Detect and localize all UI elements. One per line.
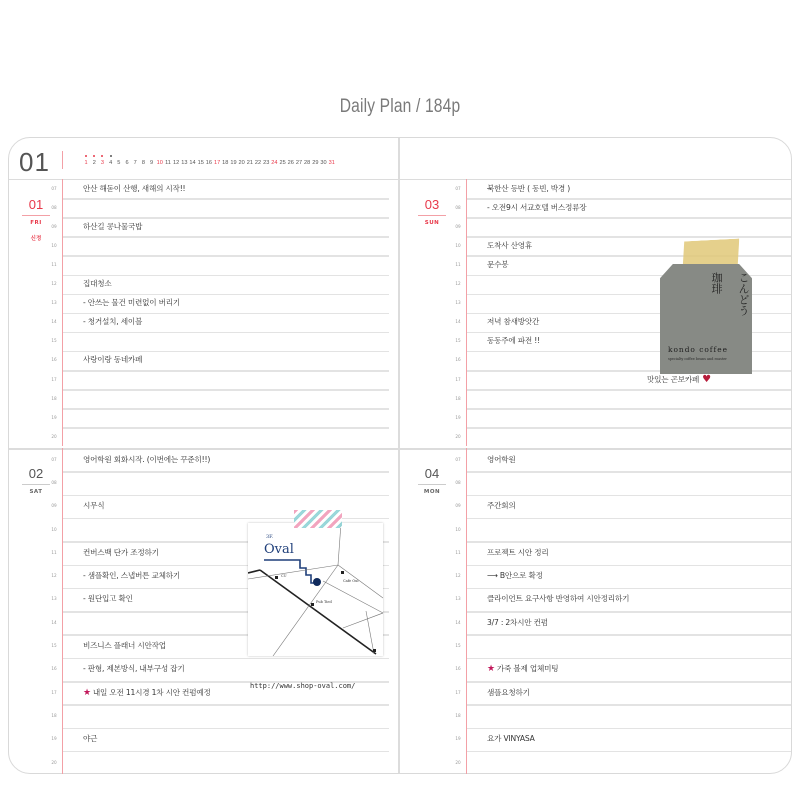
hour-row-line	[467, 236, 791, 238]
hour-row-line	[467, 389, 791, 391]
hour-label-20: 20	[455, 759, 461, 765]
map-illustration	[248, 523, 383, 656]
svg-text:CU: CU	[281, 574, 287, 578]
hour-label-12: 12	[455, 281, 461, 287]
hour-label-17: 17	[455, 376, 461, 382]
month-day-21[interactable]: 21	[246, 160, 253, 166]
hour-label-10: 10	[455, 242, 461, 248]
svg-text:Oval: Oval	[264, 542, 294, 557]
planner-entry-12[interactable]	[487, 570, 543, 581]
hour-row-line	[467, 704, 791, 706]
month-day-2[interactable]: 2	[90, 160, 98, 166]
hour-row-line	[63, 751, 389, 753]
month-day-6[interactable]: 6	[125, 160, 129, 166]
entry-text: 안산 해돋이 산행, 새해의 시작!!	[83, 183, 186, 193]
hour-row-line	[467, 588, 791, 590]
month-day-31[interactable]: 31	[328, 160, 335, 166]
planner-entry-12[interactable]	[83, 278, 112, 289]
hour-label-19: 19	[455, 736, 461, 742]
hour-row-line	[63, 370, 389, 372]
planner-entry-17[interactable]	[647, 374, 711, 385]
entry-text: - 샘플확인, 스냅버튼 교체하기	[83, 571, 181, 581]
planner-entry-19[interactable]	[487, 733, 535, 744]
hour-row-line	[467, 634, 791, 636]
hour-row-line	[467, 495, 791, 497]
planner-entry-14[interactable]	[487, 316, 539, 327]
planner-entry-07[interactable]	[487, 183, 570, 194]
month-day-3[interactable]: 3	[98, 160, 106, 166]
hour-row-line	[467, 541, 791, 543]
month-day-28[interactable]: 28	[304, 160, 311, 166]
entry-text: - 안쓰는 물건 미련없이 버리기	[83, 298, 181, 308]
entry-text: 비즈니스 플래너 시안작업	[83, 641, 166, 651]
hour-label-11: 11	[455, 549, 461, 555]
hour-label-16: 16	[455, 357, 461, 363]
star-icon: ★	[487, 664, 495, 675]
hour-label-13: 13	[51, 300, 57, 306]
hour-row-line	[467, 658, 791, 660]
planner-entry-14[interactable]	[487, 617, 548, 628]
hour-label-14: 14	[51, 319, 57, 325]
month-day-11[interactable]: 11	[165, 160, 171, 166]
month-day-9[interactable]: 9	[150, 160, 154, 166]
month-day-18[interactable]: 18	[222, 160, 229, 166]
hour-row-line	[63, 313, 389, 315]
planner-entry-07[interactable]	[83, 454, 210, 465]
planner-entry-09[interactable]	[83, 500, 104, 511]
hour-row-line	[63, 471, 389, 473]
hour-label-18: 18	[51, 712, 57, 718]
month-day-19[interactable]: 19	[230, 160, 237, 166]
hour-row-line	[467, 565, 791, 567]
hour-label-18: 18	[51, 395, 57, 401]
month-day-13[interactable]: 13	[181, 160, 188, 166]
entry-text: 내일 오전 11시경 1차 시안 컨펌예정	[92, 687, 211, 697]
hour-label-07: 07	[51, 456, 57, 462]
entry-text: 문수봉	[487, 259, 509, 269]
hour-label-12: 12	[51, 573, 57, 579]
planner-entry-16[interactable]	[83, 663, 184, 674]
holiday-note: 신정	[30, 236, 42, 242]
hour-label-15: 15	[455, 643, 461, 649]
month-day-strip	[82, 160, 336, 166]
hour-row-line	[63, 294, 389, 296]
hour-row-line	[467, 255, 791, 257]
month-day-30[interactable]: 30	[320, 160, 327, 166]
day-of-week: MON	[423, 489, 441, 495]
entry-text: 가죽 볼제 업체미팅	[496, 664, 559, 674]
planner-entry-09[interactable]	[487, 500, 516, 511]
hour-label-13: 13	[455, 300, 461, 306]
entry-text: 컨버스백 단가 조정하기	[83, 547, 159, 557]
entry-text: 사랑이랑 동네카페	[83, 355, 143, 365]
hour-label-13: 13	[455, 596, 461, 602]
planner-entry-09[interactable]	[83, 221, 142, 232]
entry-text: 요가 VINYASA	[487, 734, 535, 744]
hour-label-14: 14	[455, 319, 461, 325]
hour-label-08: 08	[455, 479, 461, 485]
hour-label-14: 14	[51, 619, 57, 625]
map-sticker	[248, 523, 383, 656]
hour-label-19: 19	[455, 414, 461, 420]
month-day-10[interactable]: 10	[156, 160, 163, 166]
hour-label-07: 07	[455, 456, 461, 462]
month-day-12[interactable]: 12	[173, 160, 180, 166]
svg-text:Cafe Oui: Cafe Oui	[343, 579, 359, 583]
month-day-17[interactable]: 17	[213, 160, 221, 166]
entry-text: - 오전9시 서교호텔 버스정류장	[487, 202, 587, 212]
month-divider-tick	[62, 151, 63, 169]
entry-text: 시무식	[83, 501, 105, 511]
entry-text: 샘플요청하기	[487, 687, 530, 697]
date-number: 04	[418, 466, 446, 485]
planner-entry-07[interactable]	[487, 454, 516, 465]
hour-label-07: 07	[51, 185, 57, 191]
month-day-1[interactable]: 1	[82, 160, 90, 166]
hour-row-line	[467, 217, 791, 219]
hour-label-20: 20	[51, 759, 57, 765]
planner-entry-13[interactable]	[83, 593, 133, 604]
planner-entry-15[interactable]	[83, 640, 166, 651]
month-number: 01	[19, 147, 50, 177]
planner-entry-17[interactable]	[487, 687, 530, 698]
entry-text: 동동주에 파전 !!	[487, 336, 540, 346]
date-number: 03	[418, 197, 446, 216]
hour-label-10: 10	[51, 526, 57, 532]
coffee-sticker-brand: kondo coffee	[668, 345, 729, 354]
month-day-20[interactable]: 20	[238, 160, 245, 166]
hour-label-11: 11	[51, 549, 57, 555]
hour-row-line	[467, 518, 791, 520]
coffee-sticker-kana: こんどう	[737, 272, 750, 316]
planner-entry-13[interactable]	[83, 297, 180, 308]
hour-label-17: 17	[51, 376, 57, 382]
hour-label-16: 16	[51, 357, 57, 363]
hour-label-16: 16	[455, 666, 461, 672]
hour-row-line	[467, 751, 791, 753]
entry-text: 영어학원 회화시작. (이번에는 꾸준히!!)	[83, 454, 211, 464]
hour-row-line	[467, 471, 791, 473]
planner-entry-14[interactable]	[83, 316, 142, 327]
hour-row-line	[467, 681, 791, 683]
entry-text: 집대청소	[83, 279, 112, 289]
planner-entry-11[interactable]	[487, 259, 508, 270]
day-of-week: SUN	[424, 220, 440, 226]
entry-text: 클라이언트 요구사항 반영하여 시안정리하기	[487, 594, 630, 604]
planner-entry-11[interactable]	[83, 547, 159, 558]
entry-text: ⟶ B안으로 확정	[487, 571, 543, 581]
planner-entry-16[interactable]	[487, 663, 558, 674]
hour-label-12: 12	[51, 281, 57, 287]
hour-label-19: 19	[51, 414, 57, 420]
star-icon: ★	[83, 687, 91, 698]
day-of-week: FRI	[30, 220, 42, 226]
entry-text: - 청거설치, 세이블	[83, 317, 143, 327]
month-day-29[interactable]: 29	[312, 160, 319, 166]
hour-row-line	[63, 217, 389, 219]
hour-label-17: 17	[455, 689, 461, 695]
hour-label-14: 14	[455, 619, 461, 625]
day-section-divider	[9, 448, 791, 450]
entry-text: 저녁 참새방앗간	[487, 317, 540, 327]
month-day-15[interactable]: 15	[197, 160, 204, 166]
entry-text: 영어학원	[487, 454, 516, 464]
hour-row-line	[467, 198, 791, 200]
hour-label-12: 12	[455, 573, 461, 579]
month-day-25[interactable]: 25	[279, 160, 286, 166]
hour-row-line	[63, 427, 389, 429]
date-number: 02	[22, 466, 50, 485]
month-day-8[interactable]: 8	[141, 160, 145, 166]
planner-entry-15[interactable]	[487, 335, 540, 346]
striped-masking-tape	[294, 510, 342, 528]
entry-text: - 원단입고 확인	[83, 594, 133, 604]
hour-label-15: 15	[455, 338, 461, 344]
planner-entry-07[interactable]	[83, 183, 185, 194]
hour-label-09: 09	[51, 503, 57, 509]
entry-text: 프로젝트 시안 정리	[487, 547, 549, 557]
hour-label-09: 09	[51, 223, 57, 229]
hour-label-11: 11	[51, 261, 57, 267]
hour-label-07: 07	[455, 185, 461, 191]
planner-entry-11[interactable]	[487, 547, 549, 558]
month-day-16[interactable]: 16	[205, 160, 213, 166]
entry-text: 3/7 : 2차시안 컨펌	[487, 617, 548, 627]
entry-text: 야근	[83, 734, 98, 744]
entry-text: 주간회의	[487, 501, 516, 511]
hour-row-line	[63, 332, 389, 334]
hour-label-19: 19	[51, 736, 57, 742]
page-title: Daily Plan / 184p	[339, 96, 461, 117]
heart-icon: ♥	[702, 373, 711, 385]
hour-label-10: 10	[455, 526, 461, 532]
month-day-26[interactable]: 26	[287, 160, 294, 166]
entry-text: 도착사 산영휴	[487, 240, 533, 250]
date-block-03	[412, 197, 452, 226]
planner-entry-12[interactable]	[83, 570, 180, 581]
svg-text:Pub Tied: Pub Tied	[316, 600, 332, 604]
date-block-04	[412, 466, 452, 495]
hour-label-15: 15	[51, 338, 57, 344]
hour-label-18: 18	[455, 712, 461, 718]
month-day-22[interactable]: 22	[254, 160, 262, 166]
date-number: 01	[22, 197, 50, 216]
planner-entry-17[interactable]	[83, 687, 211, 698]
hour-label-13: 13	[51, 596, 57, 602]
planner-entry-08[interactable]	[487, 202, 586, 213]
month-day-7[interactable]: 7	[133, 160, 137, 166]
hour-row-line	[63, 728, 389, 730]
hour-row-line	[63, 275, 389, 277]
hour-label-17: 17	[51, 689, 57, 695]
month-day-14[interactable]: 14	[189, 160, 196, 166]
day-of-week: SAT	[29, 489, 43, 495]
hour-row-line	[467, 611, 791, 613]
month-day-23[interactable]: 23	[263, 160, 270, 166]
hour-label-09: 09	[455, 223, 461, 229]
planner-entry-16[interactable]	[83, 354, 142, 365]
hour-row-line	[63, 495, 389, 497]
coffee-sticker-kanji: 珈琲	[710, 272, 723, 294]
hour-label-15: 15	[51, 643, 57, 649]
coffee-sticker-subtitle: specialty coffee beans and roaster	[668, 357, 727, 361]
entry-text: 하산길 콩나물국밥	[83, 221, 143, 231]
entry-text: 북한산 등반 ( 동빈, 박경 )	[487, 183, 571, 193]
svg-text:3F.: 3F.	[266, 534, 274, 540]
hour-label-10: 10	[51, 242, 57, 248]
hour-row-line	[63, 198, 389, 200]
hour-row-line	[63, 408, 389, 410]
hour-row-line	[63, 351, 389, 353]
entry-text: - 판형, 제본방식, 내부구성 잡기	[83, 664, 185, 674]
page-spine-divider	[398, 138, 400, 773]
month-day-4[interactable]: 4	[107, 160, 115, 166]
planner-entry-13[interactable]	[487, 593, 629, 604]
map-url-text[interactable]: http://www.shop-oval.com/	[250, 682, 356, 690]
month-day-5[interactable]: 5	[117, 160, 121, 166]
hour-row-line	[467, 427, 791, 429]
hour-label-20: 20	[455, 433, 461, 439]
month-header	[9, 138, 791, 180]
hour-row-line	[63, 389, 389, 391]
hour-label-09: 09	[455, 503, 461, 509]
hour-label-08: 08	[51, 204, 57, 210]
hour-row-line	[63, 658, 389, 660]
hour-row-line	[467, 408, 791, 410]
masking-tape	[681, 239, 740, 268]
hour-label-16: 16	[51, 666, 57, 672]
hour-label-20: 20	[51, 433, 57, 439]
hour-row-line	[63, 255, 389, 257]
entry-text: 맛있는 곤보카페	[647, 374, 700, 384]
month-day-24[interactable]: 24	[271, 160, 278, 166]
hour-row-line	[467, 728, 791, 730]
hour-row-line	[63, 704, 389, 706]
hour-label-11: 11	[455, 261, 461, 267]
hour-row-line	[63, 236, 389, 238]
month-day-27[interactable]: 27	[295, 160, 303, 166]
hour-label-08: 08	[51, 479, 57, 485]
hour-label-18: 18	[455, 395, 461, 401]
hour-label-08: 08	[455, 204, 461, 210]
planner-entry-10[interactable]	[487, 240, 532, 251]
planner-entry-19[interactable]	[83, 733, 97, 744]
